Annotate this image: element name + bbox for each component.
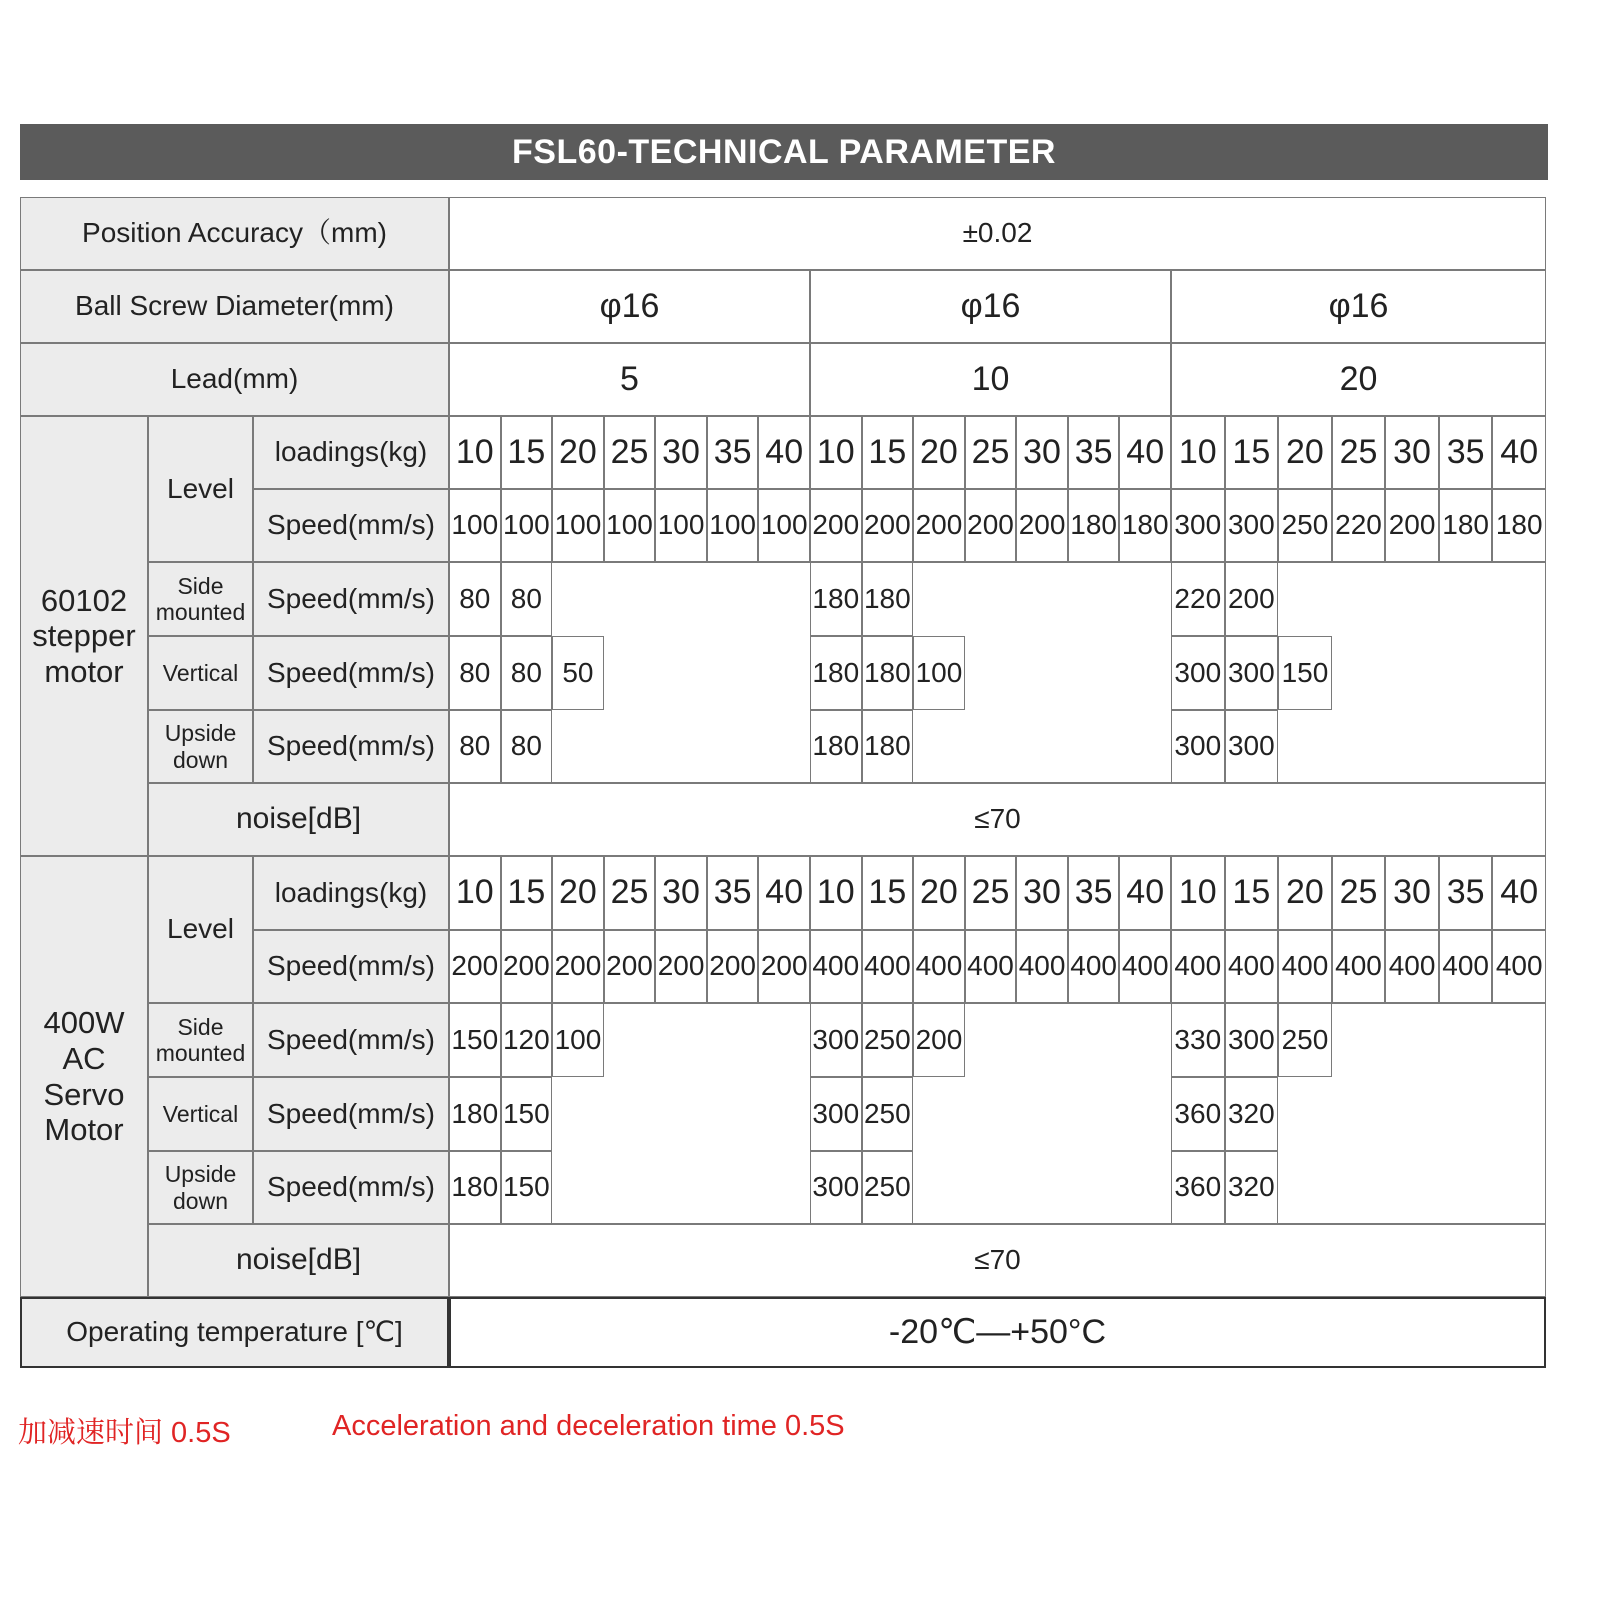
speed-label: Speed(mm/s)	[253, 1077, 449, 1151]
level-speed-cell: 400	[1385, 930, 1439, 1003]
loading-cell: 10	[449, 416, 501, 489]
loading-cell: 10	[449, 856, 501, 930]
level-speed-cell: 400	[1492, 930, 1546, 1003]
vertical-speed-cell: 360	[1171, 1077, 1225, 1151]
level-speed-cell: 180	[1439, 489, 1493, 562]
lead-value: 20	[1171, 343, 1546, 416]
side-speed-cell: 80	[449, 562, 501, 636]
table-title: FSL60-TECHNICAL PARAMETER	[20, 124, 1548, 180]
side-speed-cell: 300	[810, 1003, 862, 1077]
loading-cell: 10	[810, 416, 862, 489]
level-speed-cell: 200	[552, 930, 604, 1003]
upside-speed-cell: 80	[501, 710, 553, 783]
level-speed-cell: 100	[707, 489, 759, 562]
loading-cell: 30	[1385, 856, 1439, 930]
loading-cell: 25	[965, 416, 1017, 489]
loading-cell: 20	[1278, 416, 1332, 489]
vertical-speed-cell: 180	[862, 636, 914, 710]
upside-speed-cell: 300	[1225, 710, 1279, 783]
speed-label: Speed(mm/s)	[253, 710, 449, 783]
speed-label: Speed(mm/s)	[253, 1151, 449, 1224]
side-speed-cell: 120	[501, 1003, 553, 1077]
vertical-speed-cell: 300	[1171, 636, 1225, 710]
side-speed-cell: 150	[449, 1003, 501, 1077]
side-speed-cell: 220	[1171, 562, 1225, 636]
loading-cell: 25	[1332, 856, 1386, 930]
loading-cell: 35	[1439, 856, 1493, 930]
noise-label: noise[dB]	[148, 1224, 449, 1297]
loading-cell: 20	[552, 416, 604, 489]
level-speed-cell: 200	[604, 930, 656, 1003]
level-speed-cell: 100	[604, 489, 656, 562]
upside-speed-cell: 360	[1171, 1151, 1225, 1224]
loading-cell: 10	[810, 856, 862, 930]
speed-label: Speed(mm/s)	[253, 930, 449, 1003]
upside-speed-cell: 180	[810, 710, 862, 783]
loading-cell: 20	[552, 856, 604, 930]
lead-value: 5	[449, 343, 810, 416]
loading-cell: 20	[913, 416, 965, 489]
level-label: Level	[148, 856, 253, 1003]
loading-cell: 25	[965, 856, 1017, 930]
vertical-speed-cell: 80	[501, 636, 553, 710]
side-speed-cell: 330	[1171, 1003, 1225, 1077]
speed-label: Speed(mm/s)	[253, 562, 449, 636]
side-speed-cell: 200	[1225, 562, 1279, 636]
vertical-label: Vertical	[148, 1077, 253, 1151]
ball-screw-value: φ16	[449, 270, 810, 343]
loading-cell: 30	[1385, 416, 1439, 489]
side-speed-cell: 180	[810, 562, 862, 636]
level-speed-cell: 400	[1278, 930, 1332, 1003]
level-speed-cell: 400	[1171, 930, 1225, 1003]
vertical-speed-cell: 180	[449, 1077, 501, 1151]
level-speed-cell: 200	[1385, 489, 1439, 562]
loading-cell: 30	[1016, 416, 1068, 489]
lead-label: Lead(mm)	[20, 343, 449, 416]
level-speed-cell: 200	[862, 489, 914, 562]
loading-cell: 40	[758, 416, 810, 489]
loading-cell: 35	[1068, 416, 1120, 489]
side-speed-cell: 250	[1278, 1003, 1332, 1077]
vertical-speed-cell: 320	[1225, 1077, 1279, 1151]
loadings-label: loadings(kg)	[253, 856, 449, 930]
servo-motor-label: 400W AC Servo Motor	[20, 856, 148, 1297]
level-speed-cell: 100	[655, 489, 707, 562]
vertical-speed-cell: 80	[449, 636, 501, 710]
upside-speed-cell: 150	[501, 1151, 553, 1224]
vertical-speed-cell: 50	[552, 636, 604, 710]
level-speed-cell: 400	[862, 930, 914, 1003]
footer-note-cn: 加减速时间 0.5S	[18, 1417, 231, 1449]
loading-cell: 10	[1171, 856, 1225, 930]
vertical-speed-cell: 300	[810, 1077, 862, 1151]
speed-label: Speed(mm/s)	[253, 1003, 449, 1077]
level-speed-cell: 200	[810, 489, 862, 562]
level-speed-cell: 200	[449, 930, 501, 1003]
level-speed-cell: 100	[552, 489, 604, 562]
speed-label: Speed(mm/s)	[253, 489, 449, 562]
loading-cell: 40	[1492, 856, 1546, 930]
side-speed-cell: 80	[501, 562, 553, 636]
level-speed-cell: 100	[449, 489, 501, 562]
level-speed-cell: 200	[501, 930, 553, 1003]
loading-cell: 15	[1225, 416, 1279, 489]
level-speed-cell: 400	[965, 930, 1017, 1003]
loading-cell: 15	[501, 856, 553, 930]
level-speed-cell: 400	[810, 930, 862, 1003]
loading-cell: 10	[1171, 416, 1225, 489]
upside-speed-cell: 80	[449, 710, 501, 783]
level-speed-cell: 400	[1225, 930, 1279, 1003]
loading-cell: 35	[1068, 856, 1120, 930]
level-speed-cell: 180	[1492, 489, 1546, 562]
loadings-label: loadings(kg)	[253, 416, 449, 489]
loading-cell: 30	[655, 416, 707, 489]
upside-speed-cell: 300	[810, 1151, 862, 1224]
side-speed-cell: 100	[552, 1003, 604, 1077]
loading-cell: 35	[1439, 416, 1493, 489]
operating-temperature-value: -20℃—+50°C	[449, 1297, 1546, 1368]
level-speed-cell: 250	[1278, 489, 1332, 562]
loading-cell: 40	[1119, 856, 1171, 930]
loading-cell: 15	[862, 416, 914, 489]
level-speed-cell: 200	[758, 930, 810, 1003]
loading-cell: 25	[1332, 416, 1386, 489]
side-mounted-label: Side mounted	[148, 562, 253, 636]
side-mounted-label: Side mounted	[148, 1003, 253, 1077]
side-speed-cell: 300	[1225, 1003, 1279, 1077]
level-speed-cell: 300	[1225, 489, 1279, 562]
level-label: Level	[148, 416, 253, 562]
footer-note-en: Acceleration and deceleration time 0.5S	[332, 1410, 845, 1442]
noise-label: noise[dB]	[148, 783, 449, 856]
vertical-speed-cell: 300	[1225, 636, 1279, 710]
mounting-speed-area	[449, 1003, 1546, 1224]
side-speed-cell: 250	[862, 1003, 914, 1077]
ball-screw-value: φ16	[1171, 270, 1546, 343]
upside-speed-cell: 250	[862, 1151, 914, 1224]
loading-cell: 30	[655, 856, 707, 930]
level-speed-cell: 200	[913, 489, 965, 562]
ball-screw-value: φ16	[810, 270, 1171, 343]
level-speed-cell: 400	[1332, 930, 1386, 1003]
speed-label: Speed(mm/s)	[253, 636, 449, 710]
level-speed-cell: 400	[1119, 930, 1171, 1003]
level-speed-cell: 200	[965, 489, 1017, 562]
lead-value: 10	[810, 343, 1171, 416]
upside-down-label: Upside down	[148, 1151, 253, 1224]
level-speed-cell: 400	[913, 930, 965, 1003]
level-speed-cell: 400	[1439, 930, 1493, 1003]
position-accuracy-value: ±0.02	[449, 197, 1546, 270]
upside-speed-cell: 300	[1171, 710, 1225, 783]
vertical-speed-cell: 180	[810, 636, 862, 710]
noise-value: ≤70	[449, 1224, 1546, 1297]
level-speed-cell: 100	[758, 489, 810, 562]
mounting-speed-area	[449, 562, 1546, 783]
vertical-speed-cell: 150	[1278, 636, 1332, 710]
loading-cell: 20	[913, 856, 965, 930]
level-speed-cell: 400	[1068, 930, 1120, 1003]
loading-cell: 40	[1119, 416, 1171, 489]
loading-cell: 15	[1225, 856, 1279, 930]
vertical-label: Vertical	[148, 636, 253, 710]
loading-cell: 25	[604, 856, 656, 930]
level-speed-cell: 200	[1016, 489, 1068, 562]
level-speed-cell: 220	[1332, 489, 1386, 562]
vertical-speed-cell: 150	[501, 1077, 553, 1151]
level-speed-cell: 200	[707, 930, 759, 1003]
level-speed-cell: 400	[1016, 930, 1068, 1003]
level-speed-cell: 200	[655, 930, 707, 1003]
loading-cell: 30	[1016, 856, 1068, 930]
loading-cell: 35	[707, 416, 759, 489]
ball-screw-label: Ball Screw Diameter(mm)	[20, 270, 449, 343]
level-speed-cell: 180	[1119, 489, 1171, 562]
stepper-motor-label: 60102 stepper motor	[20, 416, 148, 856]
loading-cell: 40	[758, 856, 810, 930]
level-speed-cell: 180	[1068, 489, 1120, 562]
loading-cell: 15	[501, 416, 553, 489]
loading-cell: 20	[1278, 856, 1332, 930]
operating-temperature-label: Operating temperature [℃]	[20, 1297, 449, 1368]
level-speed-cell: 100	[501, 489, 553, 562]
upside-speed-cell: 180	[862, 710, 914, 783]
position-accuracy-label: Position Accuracy（mm)	[20, 197, 449, 270]
upside-down-label: Upside down	[148, 710, 253, 783]
upside-speed-cell: 320	[1225, 1151, 1279, 1224]
upside-speed-cell: 180	[449, 1151, 501, 1224]
vertical-speed-cell: 100	[913, 636, 965, 710]
level-speed-cell: 300	[1171, 489, 1225, 562]
loading-cell: 25	[604, 416, 656, 489]
side-speed-cell: 200	[913, 1003, 965, 1077]
side-speed-cell: 180	[862, 562, 914, 636]
loading-cell: 40	[1492, 416, 1546, 489]
loading-cell: 35	[707, 856, 759, 930]
noise-value: ≤70	[449, 783, 1546, 856]
loading-cell: 15	[862, 856, 914, 930]
vertical-speed-cell: 250	[862, 1077, 914, 1151]
